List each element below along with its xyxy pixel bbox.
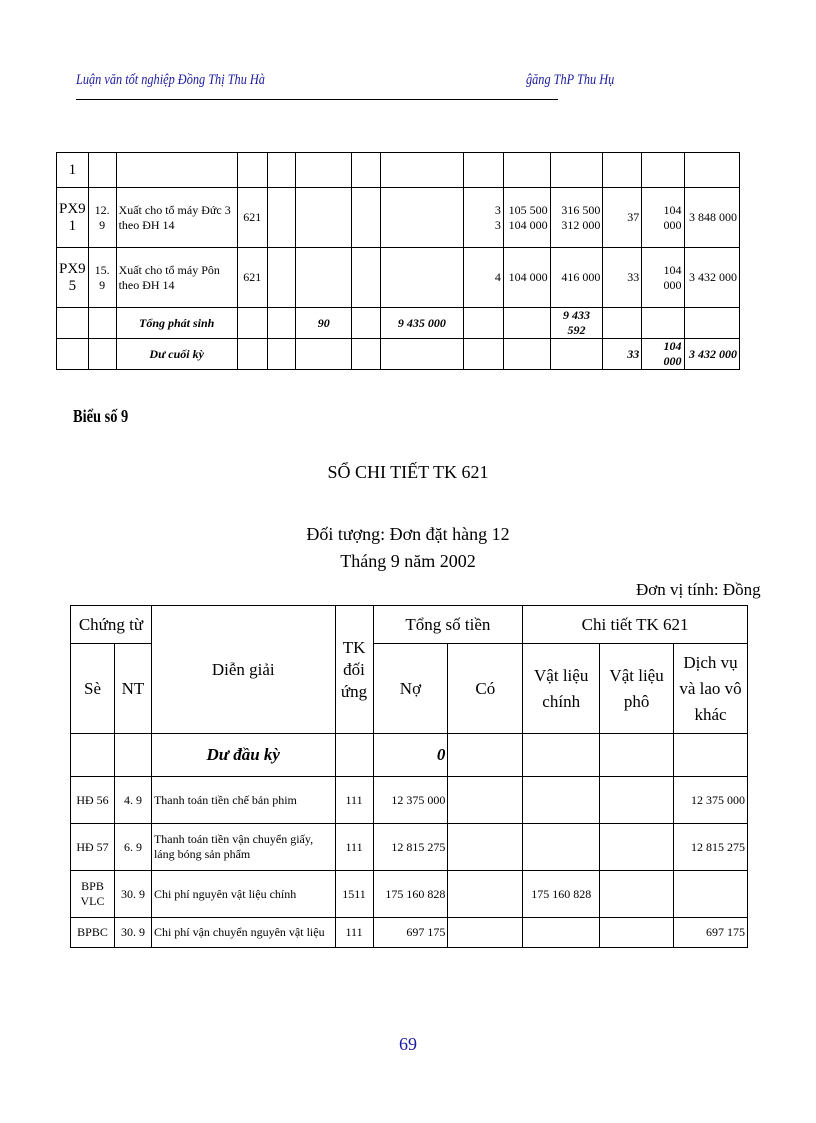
cell: 4: [464, 248, 504, 308]
cell: 175 160 828: [523, 871, 600, 918]
cell: 1511: [335, 871, 373, 918]
cell: Tổng phát sinh: [116, 308, 237, 339]
cell: 104 000: [642, 339, 684, 370]
cell: 1: [57, 153, 89, 188]
bieu-label: Biểu số 9: [73, 406, 129, 426]
page-title: SỔ CHI TIẾT TK 621: [327, 462, 489, 482]
cell: 104 000: [642, 248, 684, 308]
cell: Thanh toán tiền chế bản phim: [151, 777, 335, 824]
cell: Chi phí nguyên vật liệu chính: [151, 871, 335, 918]
cell: Thanh toán tiền vận chuyển giấy, láng bóng sản phẩm: [151, 824, 335, 871]
cell: BPB VLC: [71, 871, 115, 918]
unit-label: Đơn vị tính: Đồng: [636, 580, 761, 599]
subject-line: Đối tượng: Đơn đặt hàng 12: [306, 524, 510, 544]
cell: 3 3: [464, 188, 504, 248]
page-number: 69: [399, 1034, 417, 1054]
table-row: [71, 734, 748, 777]
cell: PX9 1: [57, 188, 89, 248]
header-cell: Sè: [71, 644, 115, 734]
cell: Xuất cho tổ máy Đức 3 theo ĐH 14: [116, 188, 237, 248]
table-row: [57, 339, 740, 370]
cell: 316 500 312 000: [550, 188, 603, 248]
cell: 12 375 000: [373, 777, 448, 824]
table-row: [71, 824, 748, 871]
cell: 33: [603, 248, 642, 308]
header-rule: [76, 99, 558, 100]
header-cell: Nợ: [373, 644, 448, 734]
cell: 9 433 592: [550, 308, 603, 339]
header-cell: Vật liệu phô: [600, 644, 674, 734]
cell: 3 432 000: [684, 248, 740, 308]
cell: Dư đầu kỳ: [151, 734, 335, 777]
cell: 6. 9: [114, 824, 151, 871]
cell: HĐ 56: [71, 777, 115, 824]
header-cell: Diễn giải: [151, 606, 335, 734]
table-row: [71, 918, 748, 948]
table-row: [57, 188, 740, 248]
cell: 12. 9: [88, 188, 116, 248]
cell: 30. 9: [114, 918, 151, 948]
header-right: ĝăng ThP Thu Hụ: [526, 72, 615, 88]
cell: 37: [603, 188, 642, 248]
header-cell: Vật liệu chính: [523, 644, 600, 734]
cell: 621: [237, 188, 267, 248]
cell: 4. 9: [114, 777, 151, 824]
header-cell: Dịch vụ và lao vô khác: [674, 644, 748, 734]
cell: 416 000: [550, 248, 603, 308]
header-cell: Chi tiết TK 621: [523, 606, 748, 644]
cell: [523, 918, 600, 948]
cell: HĐ 57: [71, 824, 115, 871]
cell: 697 175: [674, 918, 748, 948]
ledger-table: [70, 605, 748, 948]
cell: 105 500 104 000: [503, 188, 550, 248]
cell: 3 848 000: [684, 188, 740, 248]
table-row: [71, 871, 748, 918]
cell: 111: [335, 824, 373, 871]
header-cell: Có: [448, 644, 523, 734]
cell: BPBC: [71, 918, 115, 948]
cell: PX9 5: [57, 248, 89, 308]
cell: 111: [335, 777, 373, 824]
cell: 12 815 275: [674, 824, 748, 871]
table-row: [57, 153, 740, 188]
cell: [674, 871, 748, 918]
cell: 3 432 000: [684, 339, 740, 370]
cell: 175 160 828: [373, 871, 448, 918]
table-row: [57, 248, 740, 308]
header-cell: TK đối ứng: [335, 606, 373, 734]
cell: 0: [373, 734, 448, 777]
cell: Chi phí vận chuyển nguyên vật liệu: [151, 918, 335, 948]
cell: 30. 9: [114, 871, 151, 918]
cell: Dư cuối kỳ: [116, 339, 237, 370]
table-row: [57, 308, 740, 339]
continued-table: [56, 152, 740, 370]
header-cell: Tổng số tiền: [373, 606, 523, 644]
header-cell: Chứng từ: [71, 606, 152, 644]
cell: 90: [296, 308, 352, 339]
cell: 33: [603, 339, 642, 370]
period-line: Tháng 9 năm 2002: [340, 551, 476, 571]
cell: 104 000: [503, 248, 550, 308]
cell: 12 815 275: [373, 824, 448, 871]
cell: Xuất cho tổ máy Pôn theo ĐH 14: [116, 248, 237, 308]
cell: 621: [237, 248, 267, 308]
cell: 697 175: [373, 918, 448, 948]
cell: 9 435 000: [380, 308, 463, 339]
header-left: Luận văn tốt nghiệp Đồng Thị Thu Hà: [76, 72, 265, 88]
header-row: [71, 606, 748, 644]
cell: 104 000: [642, 188, 684, 248]
cell: [523, 824, 600, 871]
cell: [523, 777, 600, 824]
cell: 15. 9: [88, 248, 116, 308]
cell: 111: [335, 918, 373, 948]
header-cell: NT: [114, 644, 151, 734]
table-row: [71, 777, 748, 824]
cell: 12 375 000: [674, 777, 748, 824]
